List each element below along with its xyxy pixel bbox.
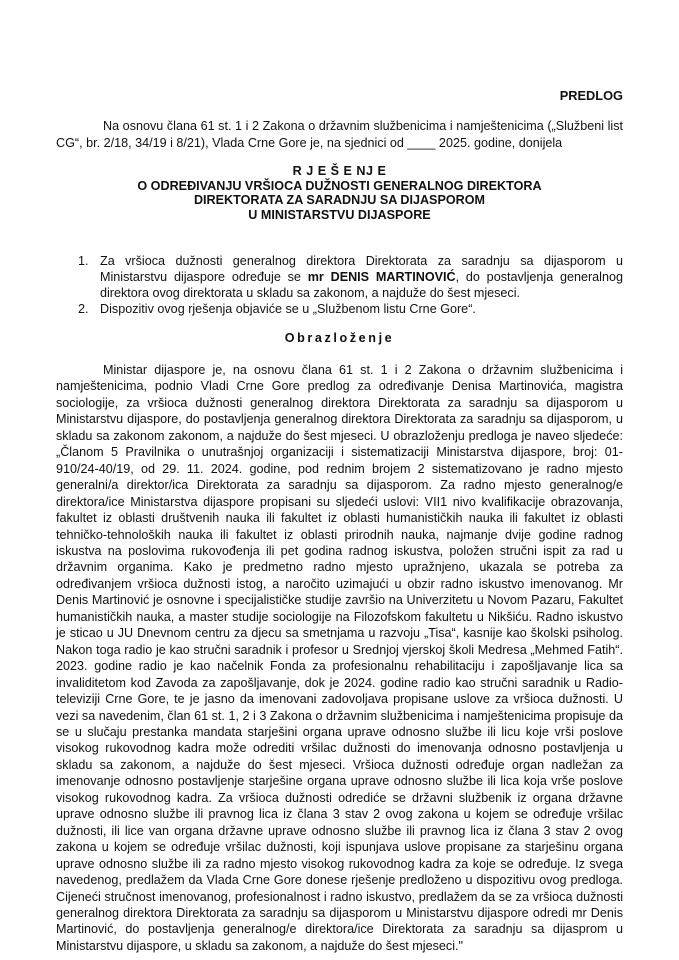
title-line-2: O ODREĐIVANJU VRŠIOCA DUŽNOSTI GENERALNOG DIREKTORA xyxy=(137,178,542,193)
item-number: 2. xyxy=(78,302,89,316)
item-text: Za vršioca dužnosti generalnog direktora Direktorata za saradnju sa dijasporom u Ministarstvu dijaspore određuje se xyxy=(100,254,623,284)
item-text: , do postavljenja generalnog direktora ovog direktorata u skladu sa zakonom, a najduže do šest mjeseci. xyxy=(100,270,623,300)
dispositive-list xyxy=(70,253,623,317)
dispositive-item xyxy=(70,253,623,301)
appointee-name: mr DENIS MARTINOVIĆ xyxy=(307,270,456,284)
title-line-4: U MINISTARSTVU DIJASPORE xyxy=(248,207,431,222)
reasoning-heading: Obrazloženje xyxy=(284,331,395,345)
decision-title xyxy=(56,164,623,222)
document-label: PREDLOG xyxy=(559,88,623,103)
dispositive-item xyxy=(70,301,623,317)
title-line-3: DIREKTORATA ZA SARADNJU SA DIJASPOROM xyxy=(193,193,486,207)
item-text: Dispozitiv ovog rješenja objaviće se u „Službenom listu Crne Gore“. xyxy=(100,302,476,316)
title-line-1: R J E Š E NJ E xyxy=(292,164,387,178)
intro-paragraph: Na osnovu člana 61 st. 1 i 2 Zakona o državnim službenicima i namještenicima („Službeni list CG“, br. 2/18, 34/19 i 8/21), Vlada Crne Gore je, na sjednici od ____ 2025. godine, donijela xyxy=(56,119,623,150)
reasoning-paragraph: Ministar dijaspore je, na osnovu člana 61 st. 1 i 2 Zakona o državnim službenicima i namještenicima, podnio Vladi Crne Gore predlog za određivanje Denisa Martinovića, magistra sociologije, za vršioca dužnosti generalnog direktora Direktorata za saradnju sa dijasporom u Ministarstvu dijaspore, do postavljenja generalnog direktora Direktorata za saradnju sa dijasporom, u skladu sa zakonom zakonom, a najduže do šest mjeseci. U obrazloženju predloga je naveo sljedeće: „Članom 5 Pravilnika o unutrašnjoj organizaciji i sistematizaciji Ministarstva dijaspore, broj: 01- 910/24-40/19, od 29. 11. 2024. godine, pod rednim brojem 2 sistematizovano je radno mjesto generalni/a direktor/ica Direktorata za saradnju sa dijasporom. Za radno mjesto generalnog/e direktora/ice Ministarstva dijaspore propisani su sljedeći uslovi: VII1 nivo kvalifikacije obrazovanja, fakultet iz oblasti društvenih nauka ili fakultet iz oblasti humanističkih nauka ili fakultet iz oblasti tehničko-tehnoloških nauka ili fakultet iz oblasti prirodnih nauka, najmanje dvije godine radnog iskustva na poslovima rukovođenja ili pet godina radnog iskustva, položen stručni ispit za rad u državnim organima. Kako je predmetno radno mjesto upražnjeno, ukazala se potreba za određivanjem vršioca dužnosti istog, a naročito uzimajući u obzir radno iskustvo imenovanog. Mr Denis Martinović je osnovne i specijalističke studije završio na Univerzitetu u Novom Pazaru, Fakultet humanističkih nauka, a master studije sociologije na Filozofskom fakultetu u Nikšiću. Radno iskustvo je sticao u JU Dnevnom centru za djecu sa smetnjama u razvoju „Tisa“, kasnije kao školski psiholog. Nakon toga radio je kao stručni saradnik i profesor u Srednjoj vjerskoj školi Medresa „Mehmed Fatih“. 2023. godine radio je kao načelnik Fonda za profesionalnu rehabilitaciju i zapošljavanje lica sa invaliditetom kod Zavoda za zapošljavanje, dok je 2024. godine radio kao stručni saradnik u Radio-televiziji Crne Gore, te je jasno da imenovani zadovoljava propisane uslove za vršioca dužnosti. U vezi sa navedenim, član 61 st. 1, 2 i 3 Zakona o državnim službenicima i namještenicima propisuje da se u slučaju prestanka mandata starješini organa uprave odnosno službe ili licu koje vrši poslove visokog rukovodnog kadra može odrediti vršilac dužnosti do imenovanja odnosno postavljenja u skladu sa zakonom, a najduže do šest mjeseci. Vršioca dužnosti određuje organ nadležan za imenovanje odnosno postavljenje starješine organa uprave odnosno službe ili lica koja vrše poslove visokog rukovodnog kadra. Za vršioca dužnosti odrediće se državni službenik iz organa državne uprave odnosno službe ili pravnog lica iz člana 3 stav 2 ovog zakona u kojem se određuje vršilac dužnosti, ili lice van organa državne uprave odnosno službe ili pravnog lica iz člana 3 stav 2 ovog zakona u kojem se određuje vršilac dužnosti, koji ispunjava uslove propisane za starješinu organa uprave odnosno službe ili za radno mjesto visokog rukovodnog kadra za koje se određuje. Iz svega navedenog, predlažem da Vlada Crne Gore donese rješenje predloženo u dispozitivu ovog predloga. Cijeneći stručnost imenovanog, profesionalnost i radno iskustvo, predlažem da se za vršioca dužnosti generalnog direktora Direktorata za saradnju sa dijasporom u Ministarstvu dijaspore odredi mr Denis Martinović, do postavljenja generalnog/e direktora/ice Direktorata za saradnju sa dijasprom u Ministarstvu dijaspore, u skladu sa zakonom, a najduže do šest mjeseci." xyxy=(56,363,623,953)
item-number: 1. xyxy=(78,254,89,268)
